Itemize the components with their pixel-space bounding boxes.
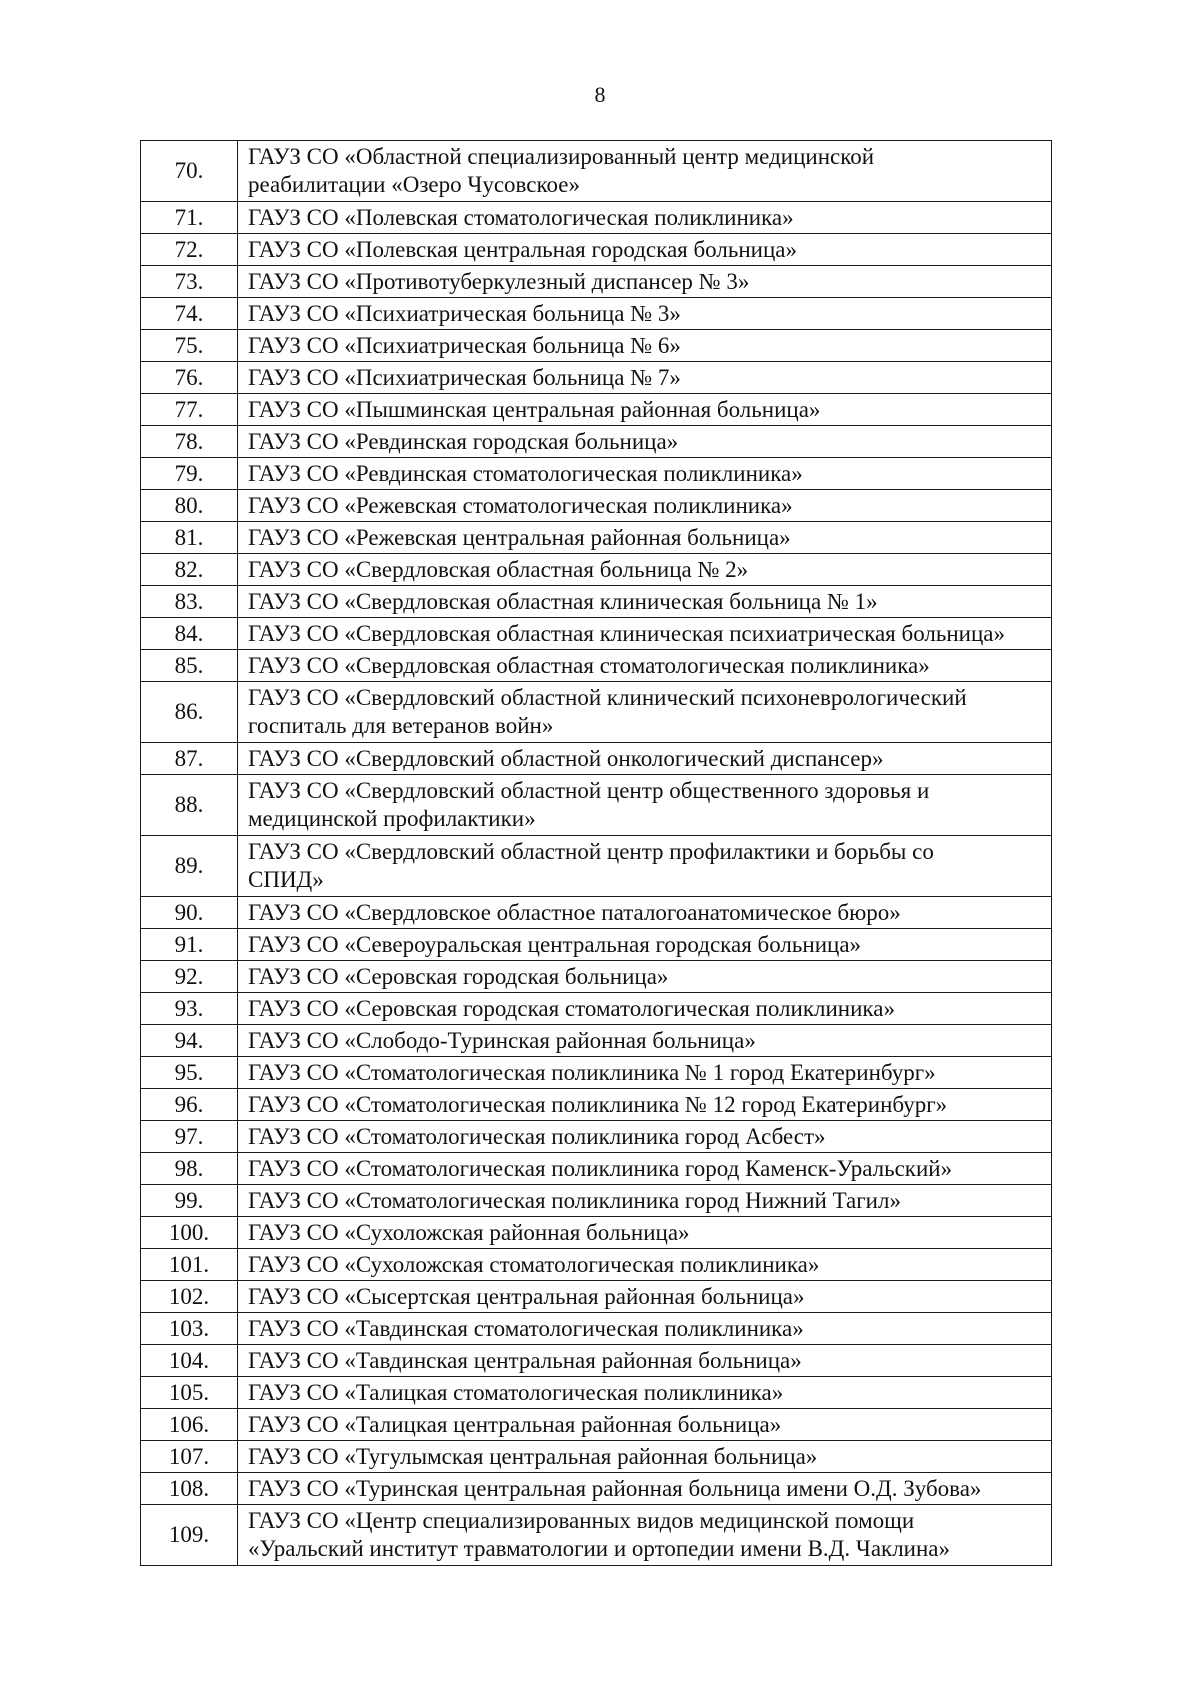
row-number: 90. (141, 897, 238, 929)
institution-name (238, 775, 1052, 836)
row-number: 97. (141, 1121, 238, 1153)
row-number: 87. (141, 743, 238, 775)
table-row (141, 1089, 1052, 1121)
institution-name (238, 1057, 1052, 1089)
table-row (141, 1441, 1052, 1473)
institution-name-line: СПИД» (248, 867, 324, 892)
row-number: 96. (141, 1089, 238, 1121)
table-row (141, 1473, 1052, 1505)
institution-name-line: ГАУЗ СО «Туринская центральная районная больница имени О.Д. Зубова» (248, 1475, 982, 1501)
table-row (141, 266, 1052, 298)
institution-name (238, 1505, 1052, 1566)
row-number: 109. (141, 1505, 238, 1566)
institution-name-line: ГАУЗ СО «Стоматологическая поликлиника город Каменск-Уральский» (248, 1155, 953, 1181)
row-number: 93. (141, 993, 238, 1025)
institution-name-line: ГАУЗ СО «Свердловский областной центр профилактики и борьбы со (248, 839, 934, 864)
institution-name (238, 1441, 1052, 1473)
institution-name (238, 618, 1052, 650)
institution-name (238, 1121, 1052, 1153)
institution-name-line: ГАУЗ СО «Режевская центральная районная больница» (248, 524, 791, 550)
row-number: 84. (141, 618, 238, 650)
row-number: 86. (141, 682, 238, 743)
row-number: 81. (141, 522, 238, 554)
row-number: 102. (141, 1281, 238, 1313)
institution-name-line: ГАУЗ СО «Полевская центральная городская больница» (248, 236, 797, 262)
institution-name (238, 1089, 1052, 1121)
row-number: 73. (141, 266, 238, 298)
institution-name-line: ГАУЗ СО «Пышминская центральная районная больница» (248, 396, 821, 422)
institution-name-line: реабилитации «Озеро Чусовское» (248, 172, 580, 197)
institution-name (238, 330, 1052, 362)
row-number: 82. (141, 554, 238, 586)
row-number: 74. (141, 298, 238, 330)
table-row (141, 554, 1052, 586)
institution-name-line: ГАУЗ СО «Стоматологическая поликлиника № 1 город Екатеринбург» (248, 1059, 936, 1085)
row-number: 89. (141, 836, 238, 897)
row-number: 105. (141, 1377, 238, 1409)
table-row (141, 929, 1052, 961)
table-row (141, 1505, 1052, 1566)
institution-name (238, 522, 1052, 554)
table-row (141, 1057, 1052, 1089)
institution-name-line: ГАУЗ СО «Сухоложская стоматологическая поликлиника» (248, 1251, 820, 1277)
institution-name-line: ГАУЗ СО «Областной специализированный центр медицинской (248, 144, 875, 169)
institution-name (238, 234, 1052, 266)
institution-name-line: ГАУЗ СО «Тавдинская стоматологическая поликлиника» (248, 1315, 804, 1341)
table-row (141, 1377, 1052, 1409)
institution-name-line: ГАУЗ СО «Противотуберкулезный диспансер № 3» (248, 268, 750, 294)
institution-name (238, 298, 1052, 330)
row-number: 71. (141, 202, 238, 234)
institution-name-line: ГАУЗ СО «Ревдинская городская больница» (248, 428, 679, 454)
institution-name (238, 202, 1052, 234)
table-row (141, 836, 1052, 897)
row-number: 99. (141, 1185, 238, 1217)
institution-name-line: ГАУЗ СО «Стоматологическая поликлиника № 12 город Екатеринбург» (248, 1091, 948, 1117)
institution-name (238, 1185, 1052, 1217)
row-number: 98. (141, 1153, 238, 1185)
institution-name-line: ГАУЗ СО «Свердловская областная клиническая психиатрическая больница» (248, 620, 1006, 646)
row-number: 92. (141, 961, 238, 993)
institution-name (238, 650, 1052, 682)
institution-name (238, 1473, 1052, 1505)
institution-name-line: ГАУЗ СО «Стоматологическая поликлиника город Асбест» (248, 1123, 826, 1149)
table-row (141, 141, 1052, 202)
institution-name-line: медицинской профилактики» (248, 806, 536, 831)
table-row (141, 682, 1052, 743)
institution-name-line: ГАУЗ СО «Сухоложская районная больница» (248, 1219, 690, 1245)
row-number: 70. (141, 141, 238, 202)
institution-name-line: ГАУЗ СО «Североуральская центральная городская больница» (248, 931, 862, 957)
table-row (141, 394, 1052, 426)
row-number: 106. (141, 1409, 238, 1441)
table-row (141, 330, 1052, 362)
institution-name-line: ГАУЗ СО «Тавдинская центральная районная больница» (248, 1347, 802, 1373)
table-row (141, 1185, 1052, 1217)
table-row (141, 522, 1052, 554)
institution-name-line: ГАУЗ СО «Серовская городская стоматологическая поликлиника» (248, 995, 895, 1021)
table-row (141, 586, 1052, 618)
institution-name-line: ГАУЗ СО «Психиатрическая больница № 3» (248, 300, 681, 326)
table-row (141, 1249, 1052, 1281)
institution-name (238, 490, 1052, 522)
table-row (141, 202, 1052, 234)
table-row (141, 1121, 1052, 1153)
table-row (141, 618, 1052, 650)
institution-name-line: ГАУЗ СО «Талицкая центральная районная больница» (248, 1411, 782, 1437)
institution-name (238, 141, 1052, 202)
institution-name-line: ГАУЗ СО «Центр специализированных видов медицинской помощи (248, 1508, 915, 1533)
row-number: 104. (141, 1345, 238, 1377)
institution-name-line: ГАУЗ СО «Стоматологическая поликлиника город Нижний Тагил» (248, 1187, 901, 1213)
institution-name (238, 1249, 1052, 1281)
table-row (141, 1313, 1052, 1345)
table-row (141, 1281, 1052, 1313)
institution-name-line: ГАУЗ СО «Ревдинская стоматологическая поликлиника» (248, 460, 803, 486)
institution-name (238, 554, 1052, 586)
row-number: 78. (141, 426, 238, 458)
table-row (141, 362, 1052, 394)
row-number: 103. (141, 1313, 238, 1345)
institution-name-line: ГАУЗ СО «Свердловский областной центр общественного здоровья и (248, 778, 930, 803)
table-row (141, 426, 1052, 458)
table-row (141, 775, 1052, 836)
institution-name (238, 394, 1052, 426)
institution-name-line: ГАУЗ СО «Серовская городская больница» (248, 963, 669, 989)
row-number: 72. (141, 234, 238, 266)
institution-name-line: ГАУЗ СО «Свердловский областной клинический психоневрологический (248, 685, 967, 710)
institution-name (238, 836, 1052, 897)
institution-name-line: ГАУЗ СО «Режевская стоматологическая поликлиника» (248, 492, 793, 518)
table-row (141, 743, 1052, 775)
row-number: 91. (141, 929, 238, 961)
institution-name-line: ГАУЗ СО «Сысертская центральная районная больница» (248, 1283, 805, 1309)
table-row (141, 1153, 1052, 1185)
table-row (141, 961, 1052, 993)
institution-name (238, 1281, 1052, 1313)
row-number: 85. (141, 650, 238, 682)
table-body (141, 141, 1052, 1566)
page-number: 8 (594, 82, 606, 107)
row-number: 108. (141, 1473, 238, 1505)
institution-name-line: ГАУЗ СО «Свердловское областное паталогоанатомическое бюро» (248, 899, 901, 925)
row-number: 80. (141, 490, 238, 522)
institution-name (238, 743, 1052, 775)
table-row (141, 490, 1052, 522)
row-number: 75. (141, 330, 238, 362)
row-number: 79. (141, 458, 238, 490)
table-row (141, 458, 1052, 490)
institution-name (238, 1409, 1052, 1441)
institutions-table (140, 140, 1052, 1566)
institution-name-line: ГАУЗ СО «Свердловская областная больница № 2» (248, 556, 749, 582)
institution-name-line: ГАУЗ СО «Слободо-Туринская районная больница» (248, 1027, 756, 1053)
institution-name-line: «Уральский институт травматологии и ортопедии имени В.Д. Чаклина» (248, 1536, 951, 1561)
institution-name-line: ГАУЗ СО «Свердловская областная стоматологическая поликлиника» (248, 652, 930, 678)
institution-name (238, 266, 1052, 298)
table-row (141, 897, 1052, 929)
institution-name (238, 362, 1052, 394)
row-number: 94. (141, 1025, 238, 1057)
institution-name (238, 1313, 1052, 1345)
institution-name (238, 897, 1052, 929)
institution-name (238, 1025, 1052, 1057)
institution-name (238, 929, 1052, 961)
institution-name (238, 682, 1052, 743)
table-row (141, 993, 1052, 1025)
institution-name-line: ГАУЗ СО «Тугулымская центральная районная больница» (248, 1443, 818, 1469)
institution-name-line: госпиталь для ветеранов войн» (248, 713, 554, 738)
institution-name-line: ГАУЗ СО «Свердловский областной онкологический диспансер» (248, 745, 884, 771)
row-number: 83. (141, 586, 238, 618)
institution-name-line: ГАУЗ СО «Психиатрическая больница № 6» (248, 332, 681, 358)
table-row (141, 650, 1052, 682)
institution-name (238, 458, 1052, 490)
institution-name (238, 586, 1052, 618)
row-number: 95. (141, 1057, 238, 1089)
table-row (141, 1409, 1052, 1441)
table-row (141, 1025, 1052, 1057)
institution-name (238, 1153, 1052, 1185)
institution-name-line: ГАУЗ СО «Полевская стоматологическая поликлиника» (248, 204, 794, 230)
row-number: 101. (141, 1249, 238, 1281)
row-number: 107. (141, 1441, 238, 1473)
row-number: 77. (141, 394, 238, 426)
table-row (141, 298, 1052, 330)
institution-name-line: ГАУЗ СО «Свердловская областная клиническая больница № 1» (248, 588, 878, 614)
table-row (141, 1345, 1052, 1377)
institution-name (238, 1345, 1052, 1377)
institution-name (238, 961, 1052, 993)
institution-name (238, 426, 1052, 458)
institution-name-line: ГАУЗ СО «Психиатрическая больница № 7» (248, 364, 681, 390)
row-number: 100. (141, 1217, 238, 1249)
institution-name (238, 1377, 1052, 1409)
institution-name-line: ГАУЗ СО «Талицкая стоматологическая поликлиника» (248, 1379, 784, 1405)
institution-name (238, 993, 1052, 1025)
institution-name (238, 1217, 1052, 1249)
table-row (141, 1217, 1052, 1249)
row-number: 76. (141, 362, 238, 394)
row-number: 88. (141, 775, 238, 836)
table-row (141, 234, 1052, 266)
